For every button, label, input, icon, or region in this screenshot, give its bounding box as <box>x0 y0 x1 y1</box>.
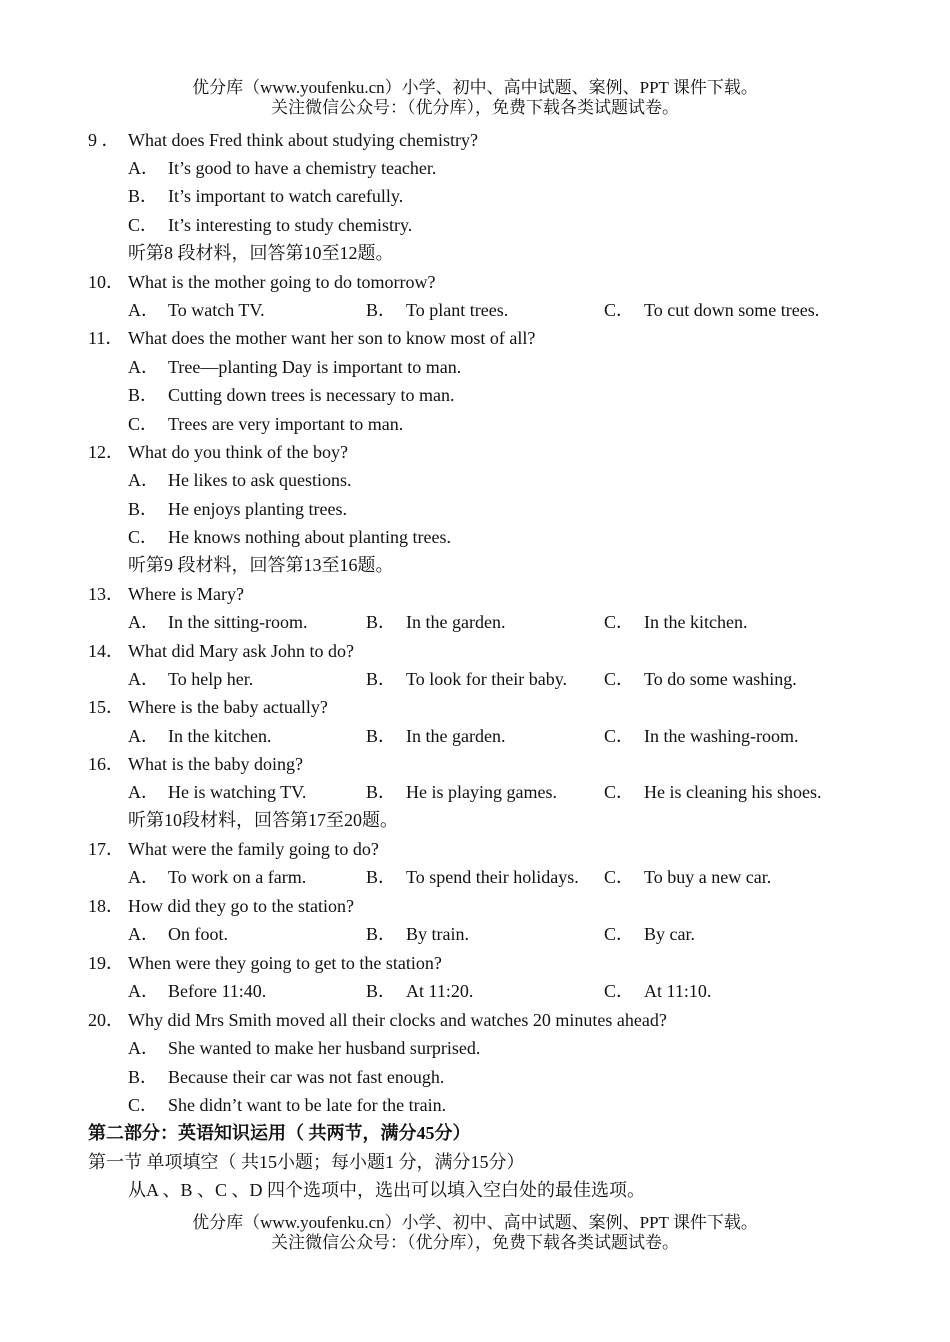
option-label: C． <box>128 414 159 434</box>
option-label: A． <box>128 158 159 178</box>
option-text: Because their car was not fast enough. <box>168 1067 445 1087</box>
option-text: To help her. <box>168 669 254 689</box>
question-text: Where is the baby actually? <box>128 697 328 717</box>
question-text: What do you think of the boy? <box>128 442 348 462</box>
question-text: What did Mary ask John to do? <box>128 641 354 661</box>
option-text: To look for their baby. <box>406 669 568 689</box>
option-text: In the kitchen. <box>168 726 272 746</box>
question-number: 20． <box>88 1010 124 1030</box>
option-label: A． <box>128 1038 159 1058</box>
option-label: B． <box>366 612 397 632</box>
listening-instruction-10: 听第10段材料，回答第17至20题。 <box>128 810 398 830</box>
option-label: A． <box>128 669 159 689</box>
option-text: It’s interesting to study chemistry. <box>168 215 413 235</box>
option-label: C． <box>604 782 635 802</box>
page-header-line-2: 关注微信公众号：（优分库），免费下载各类试题试卷。 <box>271 98 679 117</box>
option-label: C． <box>128 215 159 235</box>
option-text: At 11:10. <box>644 981 712 1001</box>
option-label: A． <box>128 867 159 887</box>
option-label: B． <box>366 669 397 689</box>
option-label: B． <box>366 867 397 887</box>
page-footer-line-1: 优分库（www.youfenku.cn）小学、初中、高中试题、案例、PPT 课件下载。 <box>192 1213 758 1232</box>
listening-instruction-8: 听第8 段材料，回答第10至12题。 <box>128 243 394 263</box>
option-text: By train. <box>406 924 469 944</box>
option-label: B． <box>128 499 159 519</box>
option-label: A． <box>128 726 159 746</box>
option-text: To work on a farm. <box>168 867 307 887</box>
question-number: 10． <box>88 272 124 292</box>
question-text: How did they go to the station? <box>128 896 354 916</box>
option-text: Trees are very important to man. <box>168 414 404 434</box>
option-text: She didn’t want to be late for the train. <box>168 1095 447 1115</box>
option-text: It’s good to have a chemistry teacher. <box>168 158 437 178</box>
option-text: To cut down some trees. <box>644 300 820 320</box>
option-label: A． <box>128 981 159 1001</box>
question-text: What were the family going to do? <box>128 839 379 859</box>
option-text: In the washing-room. <box>644 726 799 746</box>
question-number: 18． <box>88 896 124 916</box>
question-text: Why did Mrs Smith moved all their clocks and watches 20 minutes ahead? <box>128 1010 667 1030</box>
option-label: B． <box>128 1067 159 1087</box>
option-text: He is cleaning his shoes. <box>644 782 822 802</box>
option-label: B． <box>128 186 159 206</box>
option-text: He is playing games. <box>406 782 557 802</box>
option-label: C． <box>604 867 635 887</box>
option-label: C． <box>604 726 635 746</box>
question-number: 15． <box>88 697 124 717</box>
question-number: 17． <box>88 839 124 859</box>
option-text: He is watching TV. <box>168 782 307 802</box>
option-text: In the garden. <box>406 612 506 632</box>
option-text: It’s important to watch carefully. <box>168 186 404 206</box>
question-number: 9 ． <box>88 130 120 150</box>
question-number: 12． <box>88 442 124 462</box>
option-text: To do some washing. <box>644 669 797 689</box>
option-label: B． <box>366 924 397 944</box>
question-text: What does Fred think about studying chemistry? <box>128 130 478 150</box>
option-label: B． <box>366 981 397 1001</box>
option-label: C． <box>604 300 635 320</box>
question-number: 13． <box>88 584 124 604</box>
question-text: Where is Mary? <box>128 584 244 604</box>
option-text: Cutting down trees is necessary to man. <box>168 385 455 405</box>
section-instruction: 从A 、B 、C 、D 四个选项中，选出可以填入空白处的最佳选项。 <box>128 1180 646 1200</box>
question-text: What does the mother want her son to know most of all? <box>128 328 536 348</box>
option-label: C． <box>604 669 635 689</box>
question-text: When were they going to get to the station? <box>128 953 442 973</box>
option-label: C． <box>604 612 635 632</box>
option-label: B． <box>128 385 159 405</box>
option-text: She wanted to make her husband surprised. <box>168 1038 481 1058</box>
option-text: He enjoys planting trees. <box>168 499 347 519</box>
section-one-heading: 第一节 单项填空（ 共15小题；每小题1 分，满分15分） <box>88 1152 525 1172</box>
option-text: He likes to ask questions. <box>168 470 352 490</box>
question-text: What is the baby doing? <box>128 754 303 774</box>
option-label: C． <box>128 1095 159 1115</box>
question-text: What is the mother going to do tomorrow? <box>128 272 436 292</box>
option-text: He knows nothing about planting trees. <box>168 527 451 547</box>
option-label: C． <box>604 924 635 944</box>
option-label: B． <box>366 726 397 746</box>
option-text: To spend their holidays. <box>406 867 579 887</box>
option-label: A． <box>128 924 159 944</box>
option-label: C． <box>128 527 159 547</box>
option-text: Before 11:40. <box>168 981 267 1001</box>
option-text: To plant trees. <box>406 300 509 320</box>
question-number: 11． <box>88 328 124 348</box>
question-number: 19． <box>88 953 124 973</box>
option-label: A． <box>128 357 159 377</box>
question-number: 14． <box>88 641 124 661</box>
option-label: A． <box>128 612 159 632</box>
page-footer-line-2: 关注微信公众号：（优分库），免费下载各类试题试卷。 <box>271 1233 679 1252</box>
option-text: Tree—planting Day is important to man. <box>168 357 462 377</box>
option-label: A． <box>128 470 159 490</box>
option-label: C． <box>604 981 635 1001</box>
option-text: In the kitchen. <box>644 612 748 632</box>
option-label: B． <box>366 300 397 320</box>
option-label: B． <box>366 782 397 802</box>
option-text: On foot. <box>168 924 228 944</box>
option-text: At 11:20. <box>406 981 474 1001</box>
option-text: To watch TV. <box>168 300 265 320</box>
option-text: By car. <box>644 924 695 944</box>
part-two-heading: 第二部分：英语知识运用（ 共两节，满分45分） <box>88 1123 471 1143</box>
option-label: A． <box>128 300 159 320</box>
option-text: In the sitting-room. <box>168 612 308 632</box>
option-text: To buy a new car. <box>644 867 772 887</box>
option-label: A． <box>128 782 159 802</box>
page-header-line-1: 优分库（www.youfenku.cn）小学、初中、高中试题、案例、PPT 课件下载。 <box>192 78 758 97</box>
listening-instruction-9: 听第9 段材料，回答第13至16题。 <box>128 555 394 575</box>
option-text: In the garden. <box>406 726 506 746</box>
question-number: 16． <box>88 754 124 774</box>
